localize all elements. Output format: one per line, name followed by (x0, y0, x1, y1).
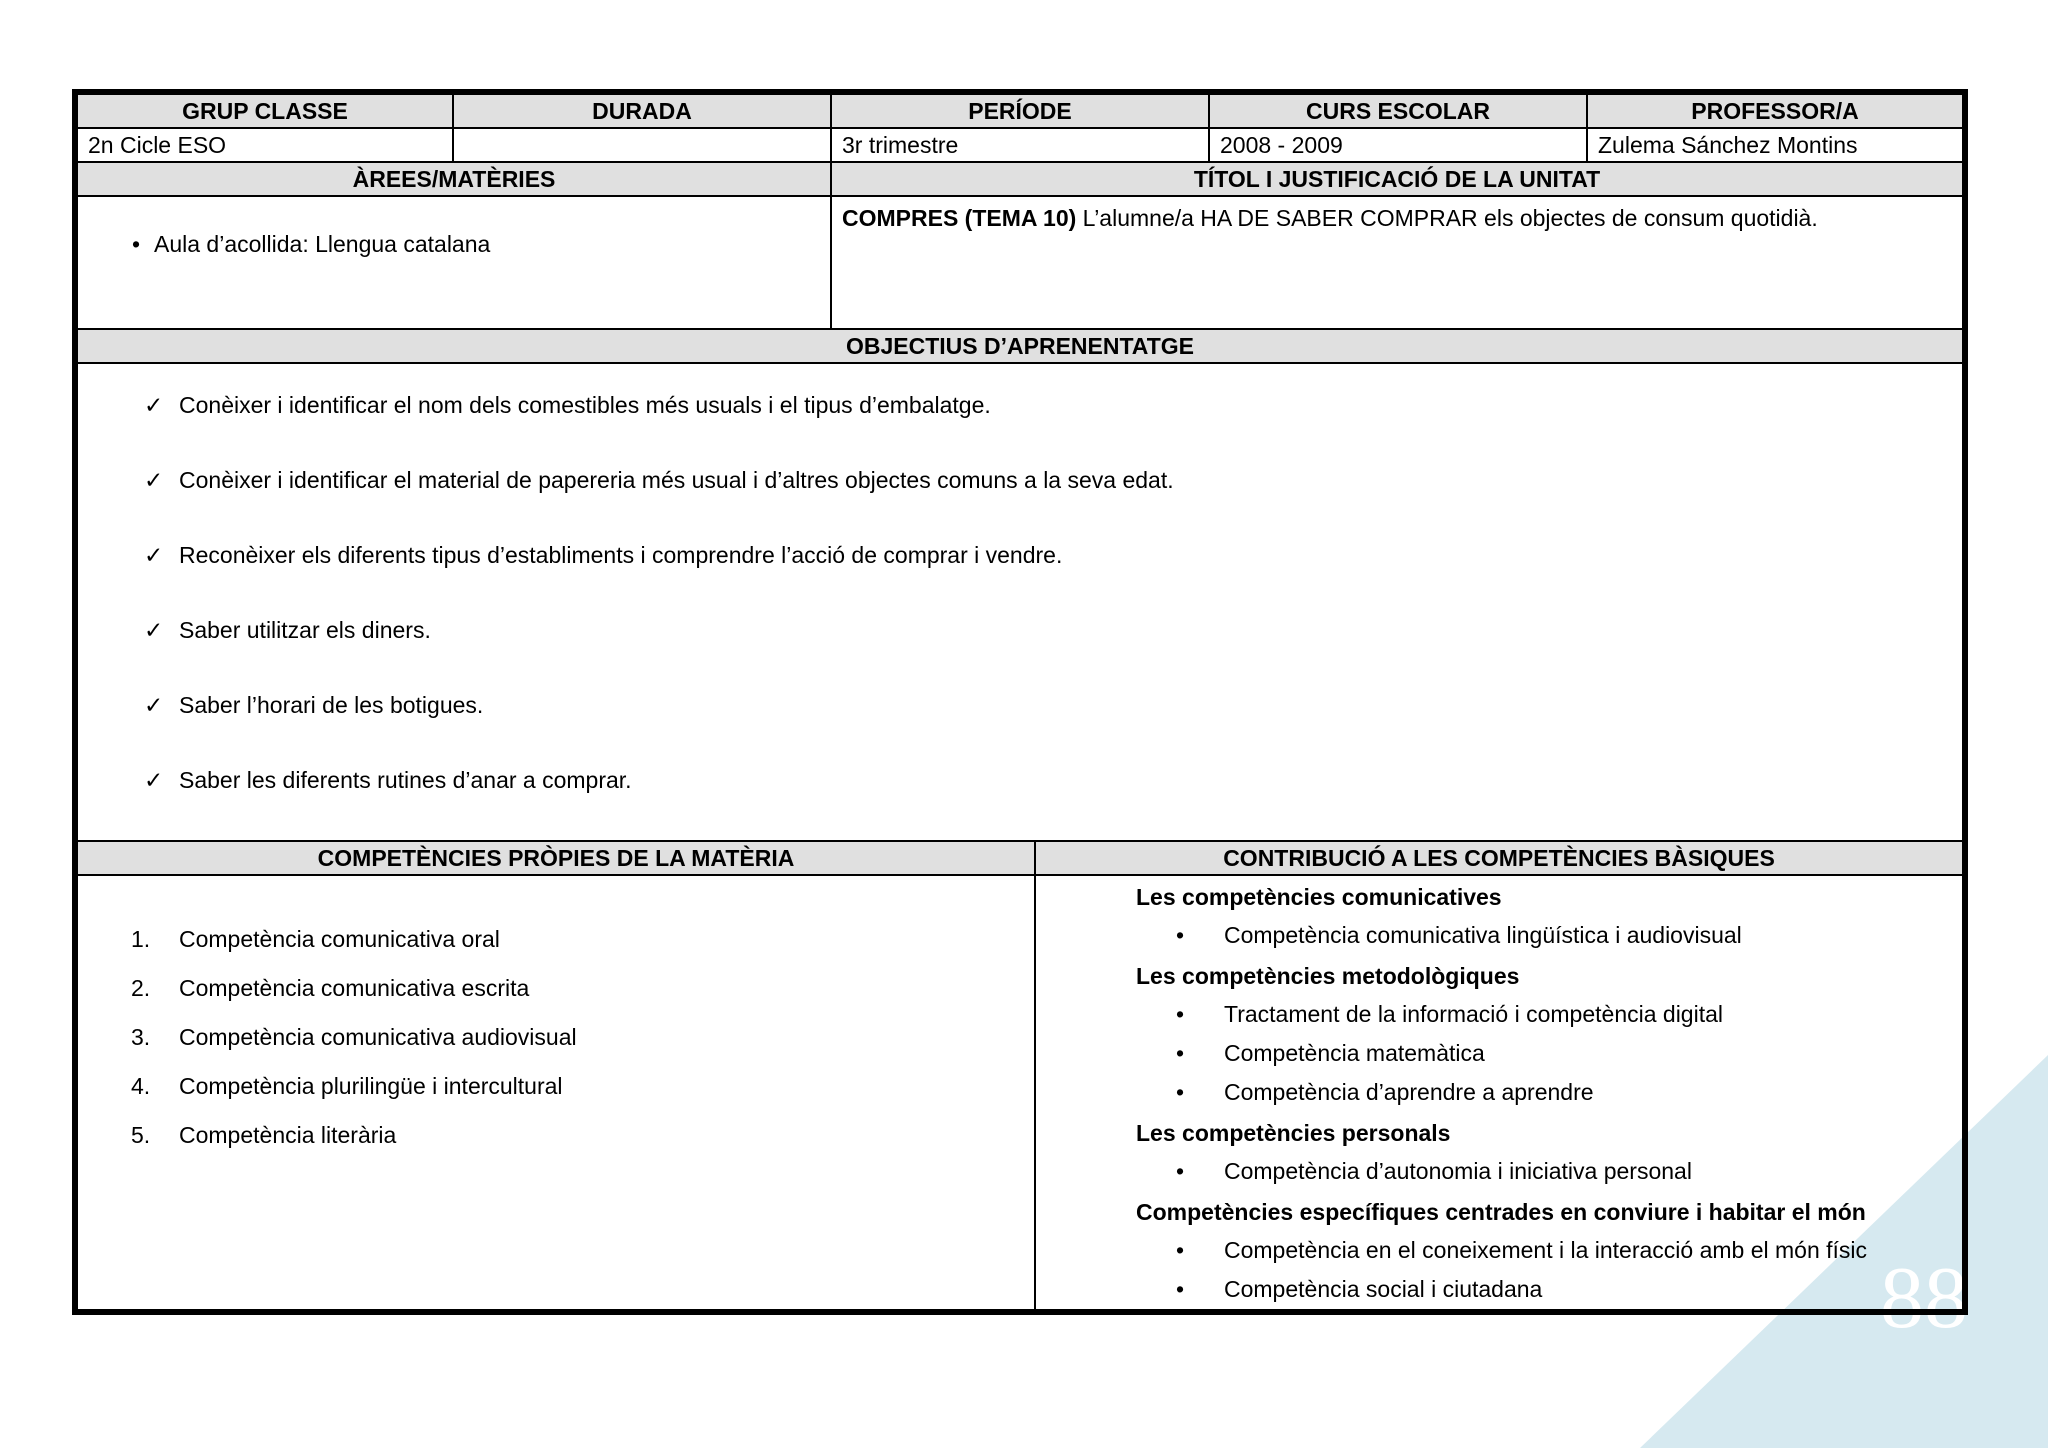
group-list (1136, 995, 1952, 1112)
value-periode: 3r trimestre (831, 128, 1209, 162)
objectives-list (88, 390, 1952, 840)
bullet-icon: • (1176, 1040, 1185, 1066)
basic-competency-text: Tractament de la informació i competència digital (1224, 1001, 1723, 1027)
bullet-icon: • (1176, 1237, 1185, 1263)
objective-text: Reconèixer els diferents tipus d’establiments i comprendre l’acció de comprar i vendre. (179, 542, 1063, 568)
list-item (1136, 1270, 1952, 1309)
group-list (1136, 1152, 1952, 1191)
list-item (1136, 916, 1952, 955)
areas-heading: ÀREES/MATÈRIES (75, 162, 831, 196)
basic-competency-text: Competència matemàtica (1224, 1040, 1485, 1066)
list-item (88, 924, 1024, 973)
header-durada: DURADA (453, 92, 831, 128)
list-item (1136, 1152, 1952, 1191)
list-item (88, 390, 1952, 465)
item-number: 4. (131, 1073, 151, 1099)
list-item (1136, 1034, 1952, 1073)
objectives-heading: OBJECTIUS D’APRENENTATGE (75, 329, 1965, 363)
group-list (1136, 916, 1952, 955)
area-text: Aula d’acollida: Llengua catalana (154, 231, 491, 257)
header-curs-escolar: CURS ESCOLAR (1209, 92, 1587, 128)
item-number: 5. (131, 1122, 151, 1148)
list-item (88, 765, 1952, 840)
list-item (88, 615, 1952, 690)
unit-title-bold: COMPRES (TEMA 10) (842, 205, 1077, 231)
basic-competency-text: Competència comunicativa lingüística i audiovisual (1224, 922, 1742, 948)
basic-competency-text: Competència social i ciutadana (1224, 1276, 1543, 1302)
list-item (1136, 995, 1952, 1034)
objective-text: Saber utilitzar els diners. (179, 617, 431, 643)
check-icon: ✓ (144, 767, 164, 793)
basic-competencies-heading: CONTRIBUCIÓ A LES COMPETÈNCIES BÀSIQUES (1035, 841, 1965, 875)
check-icon: ✓ (144, 392, 164, 418)
header-grup-classe: GRUP CLASSE (75, 92, 453, 128)
unit-title-cell (831, 196, 1965, 329)
item-number: 2. (131, 975, 151, 1001)
bullet-icon: • (1176, 1001, 1185, 1027)
basic-competency-text: Competència en el coneixement i la interacció amb el món físic (1224, 1237, 1868, 1263)
areas-cell (75, 196, 831, 329)
bullet-icon: • (1176, 1158, 1185, 1184)
list-item (88, 231, 820, 258)
list-item (88, 690, 1952, 765)
value-durada (453, 128, 831, 162)
group-title: Les competències personals (1136, 1120, 1451, 1146)
competency-text: Competència comunicativa escrita (179, 975, 530, 1001)
objectives-content-row (75, 363, 1965, 841)
bullet-icon: • (1176, 1079, 1185, 1105)
header-row (75, 92, 1965, 128)
bullet-icon: • (1176, 922, 1185, 948)
header-periode: PERÍODE (831, 92, 1209, 128)
page-number: 88 (1880, 1250, 1968, 1347)
competencies-list (88, 924, 1024, 1169)
basic-competencies-cell (1035, 875, 1965, 1312)
objective-text: Saber l’horari de les botigues. (179, 692, 484, 718)
basic-competency-text: Competència d’autonomia i iniciativa personal (1224, 1158, 1692, 1184)
objectives-cell (75, 363, 1965, 841)
competency-text: Competència literària (179, 1122, 397, 1148)
group-title: Les competències comunicatives (1136, 884, 1502, 910)
value-curs: 2008 - 2009 (1209, 128, 1587, 162)
values-row (75, 128, 1965, 162)
item-number: 3. (131, 1024, 151, 1050)
list-item (88, 1120, 1024, 1169)
competency-text: Competència plurilingüe i intercultural (179, 1073, 563, 1099)
list-item (88, 540, 1952, 615)
list-item (1136, 1073, 1952, 1112)
competencies-cell (75, 875, 1035, 1312)
value-grup: 2n Cicle ESO (75, 128, 453, 162)
item-number: 1. (131, 926, 151, 952)
check-icon: ✓ (144, 542, 164, 568)
unit-title-heading: TÍTOL I JUSTIFICACIÓ DE LA UNITAT (831, 162, 1965, 196)
unit-title-desc: L’alumne/a HA DE SABER COMPRAR els objectes de consum quotidià. (1076, 205, 1818, 231)
bullet-icon: • (132, 231, 141, 257)
check-icon: ✓ (144, 617, 164, 643)
list-item (88, 1022, 1024, 1071)
unit-plan-table (72, 89, 1968, 1315)
value-professor: Zulema Sánchez Montins (1587, 128, 1965, 162)
unit-title-text (842, 205, 1952, 232)
competencies-heading: COMPETÈNCIES PRÒPIES DE LA MATÈRIA (75, 841, 1035, 875)
competency-text: Competència comunicativa audiovisual (179, 1024, 577, 1050)
bullet-icon: • (1176, 1276, 1185, 1302)
group-list (1136, 1231, 1952, 1309)
list-item (1136, 1231, 1952, 1270)
check-icon: ✓ (144, 467, 164, 493)
basic-competency-text: Competència d’aprendre a aprendre (1224, 1079, 1594, 1105)
list-item (88, 1071, 1024, 1120)
list-item (88, 465, 1952, 540)
objective-text: Conèixer i identificar el nom dels comestibles més usuals i el tipus d’embalatge. (179, 392, 991, 418)
group-title: Competències específiques centrades en conviure i habitar el món (1136, 1199, 1866, 1225)
areas-list (88, 231, 820, 258)
group-title: Les competències metodològiques (1136, 963, 1520, 989)
check-icon: ✓ (144, 692, 164, 718)
competencies-title-row (75, 841, 1965, 875)
areas-content-row (75, 196, 1965, 329)
competency-text: Competència comunicativa oral (179, 926, 500, 952)
objectives-title-row (75, 329, 1965, 363)
list-item (88, 973, 1024, 1022)
objective-text: Conèixer i identificar el material de papereria més usual i d’altres objectes comuns a la seva edat. (179, 467, 1174, 493)
objective-text: Saber les diferents rutines d’anar a comprar. (179, 767, 632, 793)
header-professor: PROFESSOR/A (1587, 92, 1965, 128)
competencies-content-row (75, 875, 1965, 1312)
areas-title-row (75, 162, 1965, 196)
